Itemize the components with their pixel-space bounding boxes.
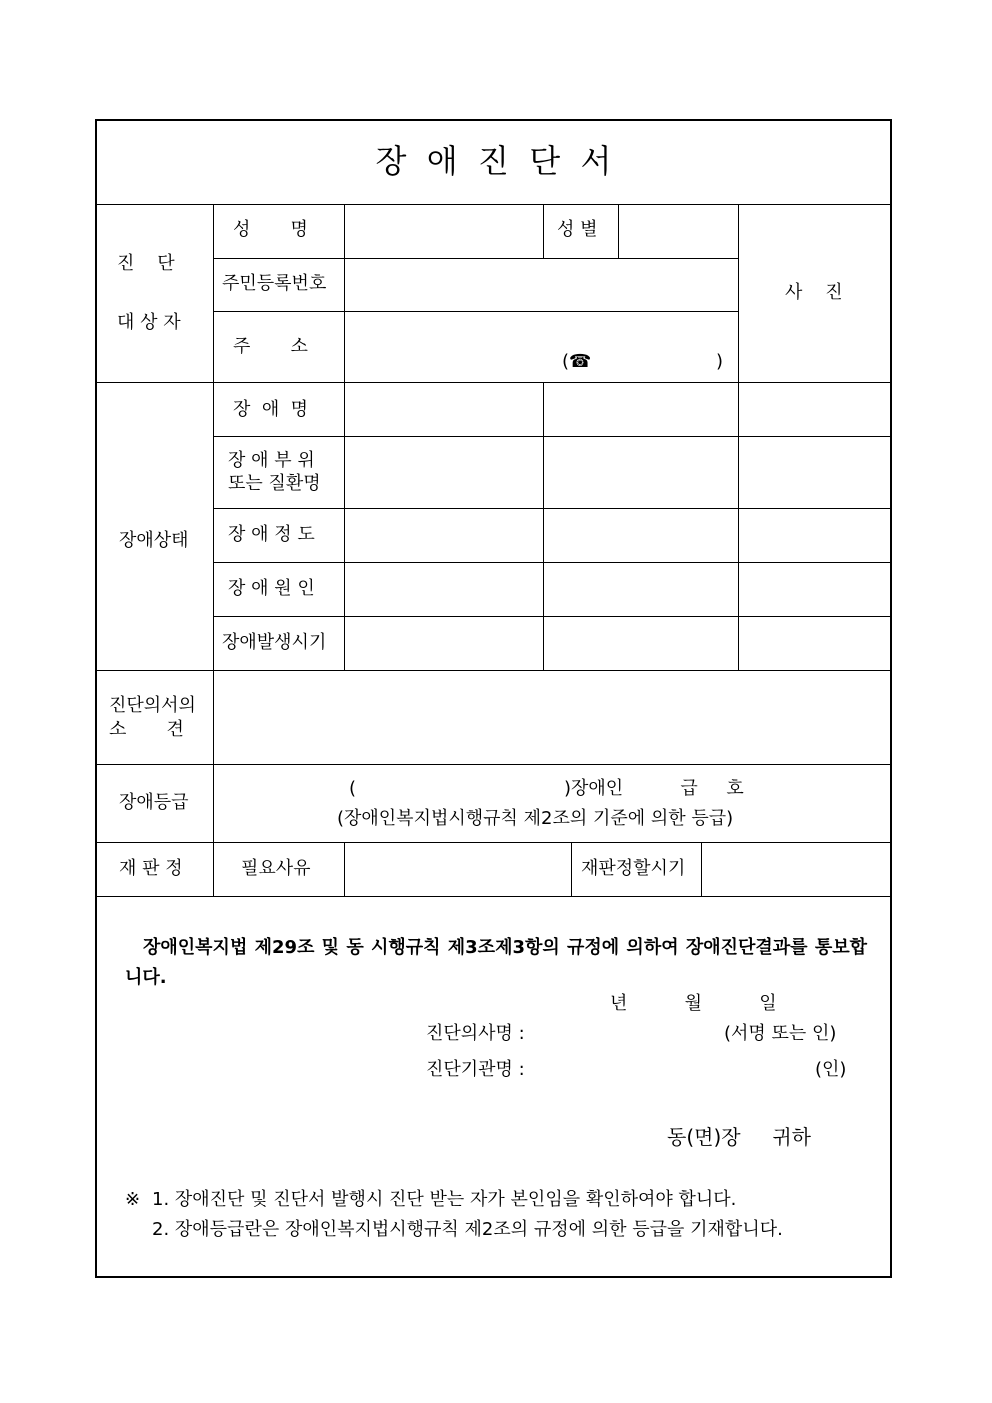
notice-text: 장애인복지법 제29조 및 동 시행규칙 제3조제3항의 규정에 의하여 장애진단결과를 통보합니다. [125,937,867,988]
address-field[interactable] [345,312,737,381]
note-item: 2. 장애등급란은 장애인복지법시행규칙 제2조의 규정에 의한 등급을 기재합니다. [152,1219,783,1240]
name-field[interactable] [345,205,542,257]
gender-field[interactable] [619,205,737,257]
recipient-line: 동(면)장 귀하 [667,1125,811,1149]
disability-part-label: 또는 질환명 [228,473,321,494]
note-mark: ※ [125,1189,141,1210]
rejudge-label: 재 판 정 [119,858,183,879]
institution-seal-label: (인) [815,1059,847,1080]
resident-number-field[interactable] [345,259,737,310]
opinion-field[interactable] [214,671,890,763]
phone-icon-open: (☎ [562,351,592,372]
grade-line-rest: )장애인 급 호 [564,778,744,799]
opinion-label: 소 견 [109,719,184,740]
disability-onset-label: 장애발생시기 [222,632,327,653]
note-item: 1. 장애진단 및 진단서 발행시 진단 받는 자가 본인임을 확인하여야 합니다. [152,1189,737,1210]
grade-label: 장애등급 [119,792,189,813]
disability-cause-label: 장 애 원 인 [228,578,315,599]
photo-label: 사 진 [785,282,843,303]
opinion-label: 진단의서의 [109,695,196,716]
status-field[interactable] [345,383,542,435]
gender-label: 성 별 [557,219,598,240]
grade-field[interactable] [214,765,890,841]
institution-name-field[interactable] [547,1057,807,1083]
section-status-label: 장애상태 [119,530,189,551]
doctor-name-label: 진단의사명 : [426,1023,525,1044]
need-reason-field[interactable] [345,843,570,895]
divider [213,436,890,437]
divider [97,896,890,897]
divider [213,508,890,509]
disability-diagnosis-form [95,119,892,1278]
rejudge-time-field[interactable] [702,843,890,895]
disability-part-label: 장 애 부 위 [228,450,315,471]
doctor-sign-label: (서명 또는 인) [724,1023,837,1044]
section-subject-label: 진 단 [117,253,175,274]
grade-line-open: ( [349,778,357,799]
institution-name-label: 진단기관명 : [426,1059,525,1080]
date-line: 년 월 일 [610,993,777,1014]
phone-close: ) [716,351,724,372]
section-subject-label: 대 상 자 [117,312,181,333]
grade-basis-note: (장애인복지법시행규칙 제2조의 기준에 의한 등급) [337,808,734,829]
name-label: 성 명 [233,219,308,240]
status-field[interactable] [739,383,890,435]
need-reason-label: 필요사유 [241,858,311,879]
status-field[interactable] [544,383,737,435]
resident-number-label: 주민등록번호 [222,273,327,294]
disability-degree-label: 장 애 정 도 [228,524,315,545]
divider [543,204,544,258]
form-title: 장 애 진 단 서 [375,142,612,180]
doctor-name-field[interactable] [547,1021,717,1047]
divider [571,842,572,896]
rejudge-time-label: 재판정할시기 [581,858,686,879]
divider [213,562,890,563]
disability-name-label: 장 애 명 [233,399,309,420]
photo-box[interactable] [739,205,890,381]
divider [213,616,890,617]
address-label: 주 소 [233,336,308,357]
